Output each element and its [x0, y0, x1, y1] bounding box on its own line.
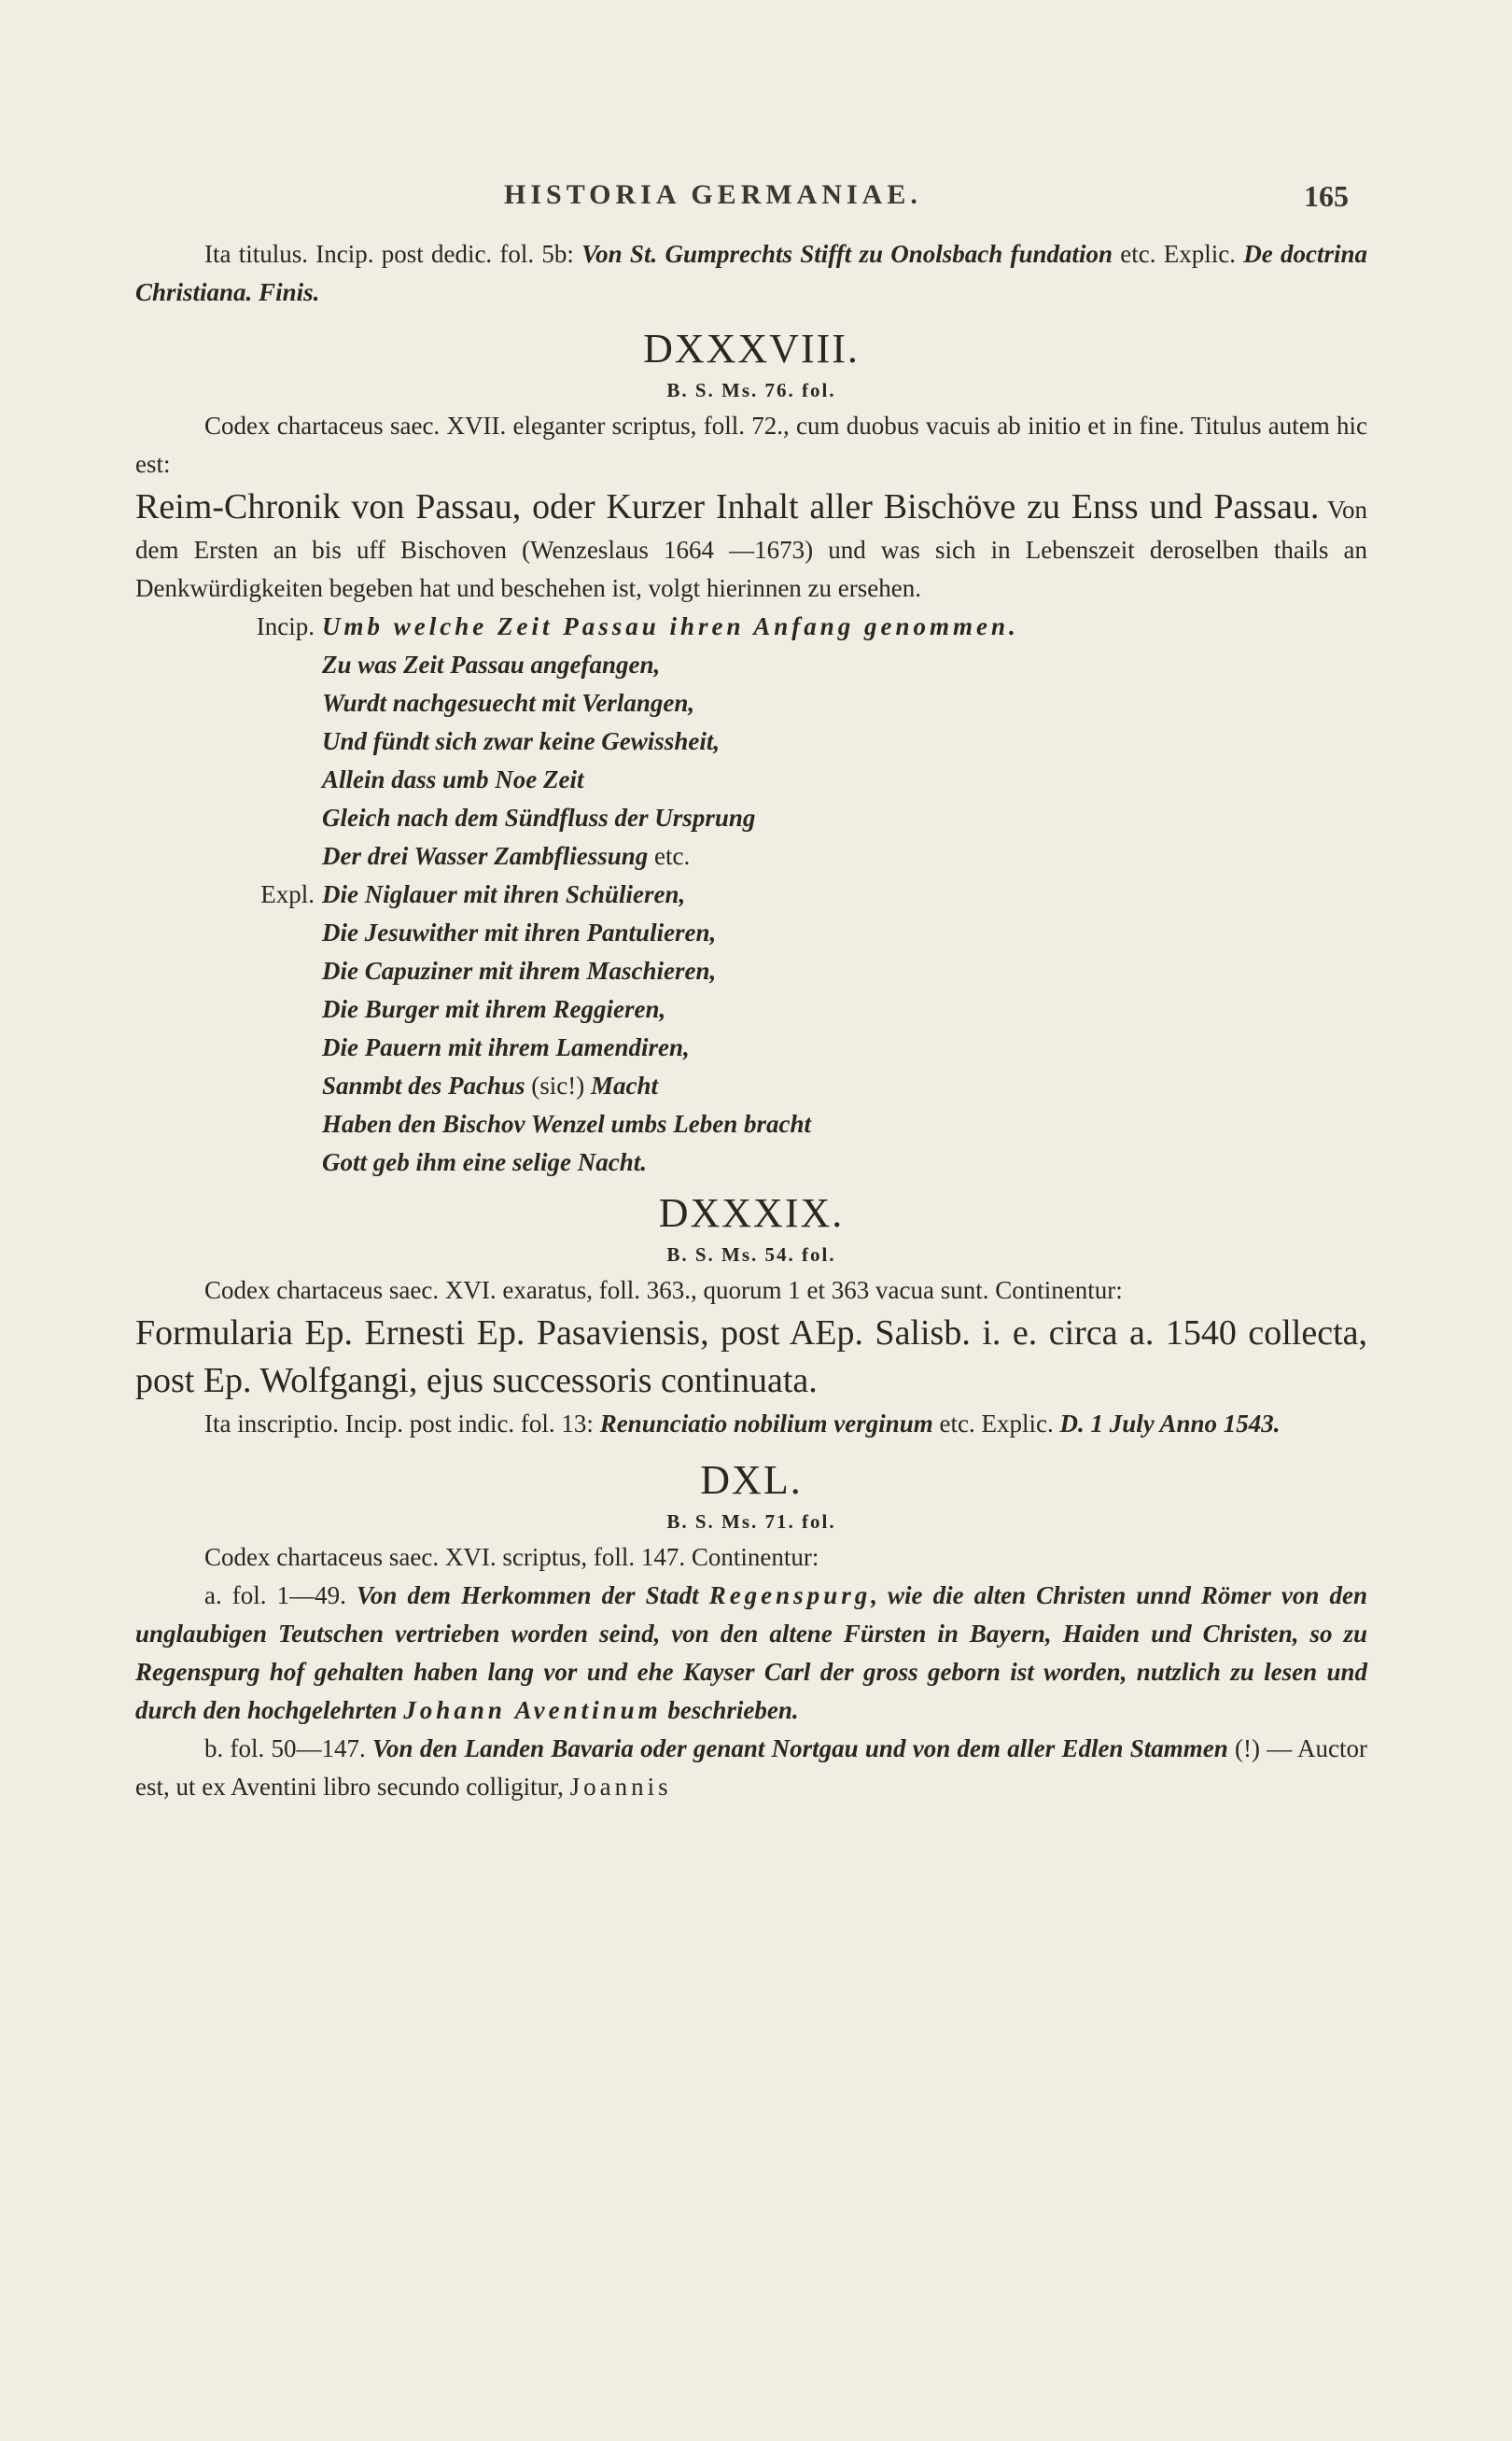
- item-text: (!) — Auctor est, ut ex Aventini libro secundo colligitur,: [135, 1734, 1368, 1801]
- shelfmark-538: B. S. Ms. 76. fol.: [666, 379, 836, 401]
- incip-line: Der drei Wasser Zambfliessung: [322, 842, 649, 870]
- title-538-main: Reim-Chronik von Passau, oder Kurzer Inhalt aller Bischöve zu Enss und Passau.: [135, 487, 1320, 526]
- item-title: Von den Landen Bavaria oder genant Nortgau und von dem aller Edlen Stammen: [372, 1734, 1228, 1762]
- inscription-incipit: Renunciatio nobilium verginum: [599, 1410, 933, 1438]
- title-538-rest: Von dem Ersten an bis uff Bischoven (Wenzeslaus 1664 —1673) und was sich in Lebenszeit deroselben thails an Denkwürdigkeiten begeben hat und beschehen ist, volgt hierinnen zu ersehen.: [135, 496, 1367, 602]
- intro-text-2: etc. Explic.: [1113, 240, 1244, 268]
- description-538: Codex chartaceus saec. XVII. eleganter scriptus, foll. 72., cum duobus vacuis ab initio et in fine. Titulus autem hic est:: [135, 412, 1367, 478]
- description-540: Codex chartaceus saec. XVI. scriptus, foll. 147. Continentur:: [204, 1543, 819, 1571]
- intro-text: Ita titulus. Incip. post dedic. fol. 5b:: [204, 240, 582, 268]
- inscription-text-2: etc. Explic.: [932, 1410, 1060, 1438]
- shelfmark-539: B. S. Ms. 54. fol.: [666, 1243, 836, 1266]
- item-a-540: [135, 1577, 1367, 1730]
- incip-line: Zu was Zeit Passau angefangen,: [322, 651, 661, 679]
- shelfmark-540: B. S. Ms. 71. fol.: [666, 1510, 836, 1533]
- inscription-539: [135, 1405, 1367, 1443]
- incip-line: Gleich nach dem Sündfluss der Ursprung: [322, 804, 756, 832]
- entry-number-540: DXL.: [700, 1457, 803, 1503]
- item-b-540: [135, 1730, 1367, 1806]
- expl-label: Expl.: [260, 880, 315, 908]
- incip-line: Wurdt nachgesuecht mit Verlangen,: [322, 689, 695, 717]
- intro-incipit: Von St. Gumprechts Stifft zu Onolsbach fundation: [581, 240, 1113, 268]
- explicit-block-538: [135, 876, 1367, 1182]
- incip-line: Umb welche Zeit Passau ihren Anfang genommen.: [322, 612, 1019, 640]
- entry-number-538: DXXXVIII.: [643, 326, 860, 372]
- expl-line: Sanmbt des Pachus: [322, 1072, 525, 1100]
- item-title-spaced: Regenspurg: [708, 1581, 872, 1609]
- running-title: HISTORIA GERMANIAE.: [504, 179, 922, 210]
- item-title-spaced: Johann Aventinum: [403, 1696, 662, 1724]
- item-title: beschrieben.: [661, 1696, 799, 1724]
- expl-line: Die Capuziner mit ihrem Maschieren,: [322, 957, 717, 985]
- item-label: a. fol. 1—49.: [204, 1581, 357, 1609]
- item-author-spaced: Joannis: [569, 1773, 672, 1801]
- entry-number-539: DXXXIX.: [658, 1190, 845, 1236]
- expl-sic: (sic!): [525, 1072, 592, 1100]
- inscription-explicit: D. 1 July Anno 1543.: [1059, 1410, 1281, 1438]
- item-label: b. fol. 50—147.: [204, 1734, 373, 1762]
- page-header: [0, 179, 1512, 217]
- incip-etc: etc.: [648, 842, 691, 870]
- title-539: Formularia Ep. Ernesti Ep. Pasaviensis, post AEp. Salisb. i. e. circa a. 1540 collecta, post Ep. Wolfgangi, ejus successoris continuata.: [135, 1313, 1367, 1400]
- page-content: [135, 235, 1367, 1806]
- expl-line: Haben den Bischov Wenzel umbs Leben bracht: [322, 1110, 812, 1138]
- incip-line: Allein dass umb Noe Zeit: [322, 765, 584, 793]
- expl-line: Die Pauern mit ihrem Lamendiren,: [322, 1033, 690, 1061]
- title-538: [135, 484, 1367, 608]
- expl-line: Die Niglauer mit ihren Schülieren,: [322, 880, 686, 908]
- expl-line: Die Burger mit ihrem Reggieren,: [322, 995, 666, 1023]
- page-number: 165: [1304, 179, 1349, 213]
- inscription-text: Ita inscriptio. Incip. post indic. fol. 13:: [204, 1410, 600, 1438]
- item-title: Von dem Herkommen der Stadt: [356, 1581, 709, 1609]
- incip-label: Incip.: [256, 612, 315, 640]
- expl-line: Gott geb ihm eine selige Nacht.: [322, 1148, 647, 1176]
- description-539: Codex chartaceus saec. XVI. exaratus, foll. 363., quorum 1 et 363 vacua sunt. Continentur:: [204, 1276, 1123, 1304]
- intro-explicit: De doctrina Christiana. Finis.: [135, 240, 1367, 306]
- incip-line: Und fündt sich zwar keine Gewissheit,: [322, 727, 721, 755]
- expl-line: Die Jesuwither mit ihren Pantulieren,: [322, 919, 717, 947]
- item-title: , wie die alten Christen unnd Römer von den unglaubigen Teutschen vertrieben worden seind, von den altene Fürsten in Bayern, Haiden und Christen, so zu Regenspurg hof gehalten haben lang vor und ehe Kayser Carl der gross geborn ist worden, nutzlich zu lesen und durch den hochgelehrten: [135, 1581, 1367, 1724]
- intro-paragraph: [135, 235, 1367, 312]
- expl-line-end: Macht: [591, 1072, 659, 1100]
- incipit-block-538: [135, 608, 1367, 876]
